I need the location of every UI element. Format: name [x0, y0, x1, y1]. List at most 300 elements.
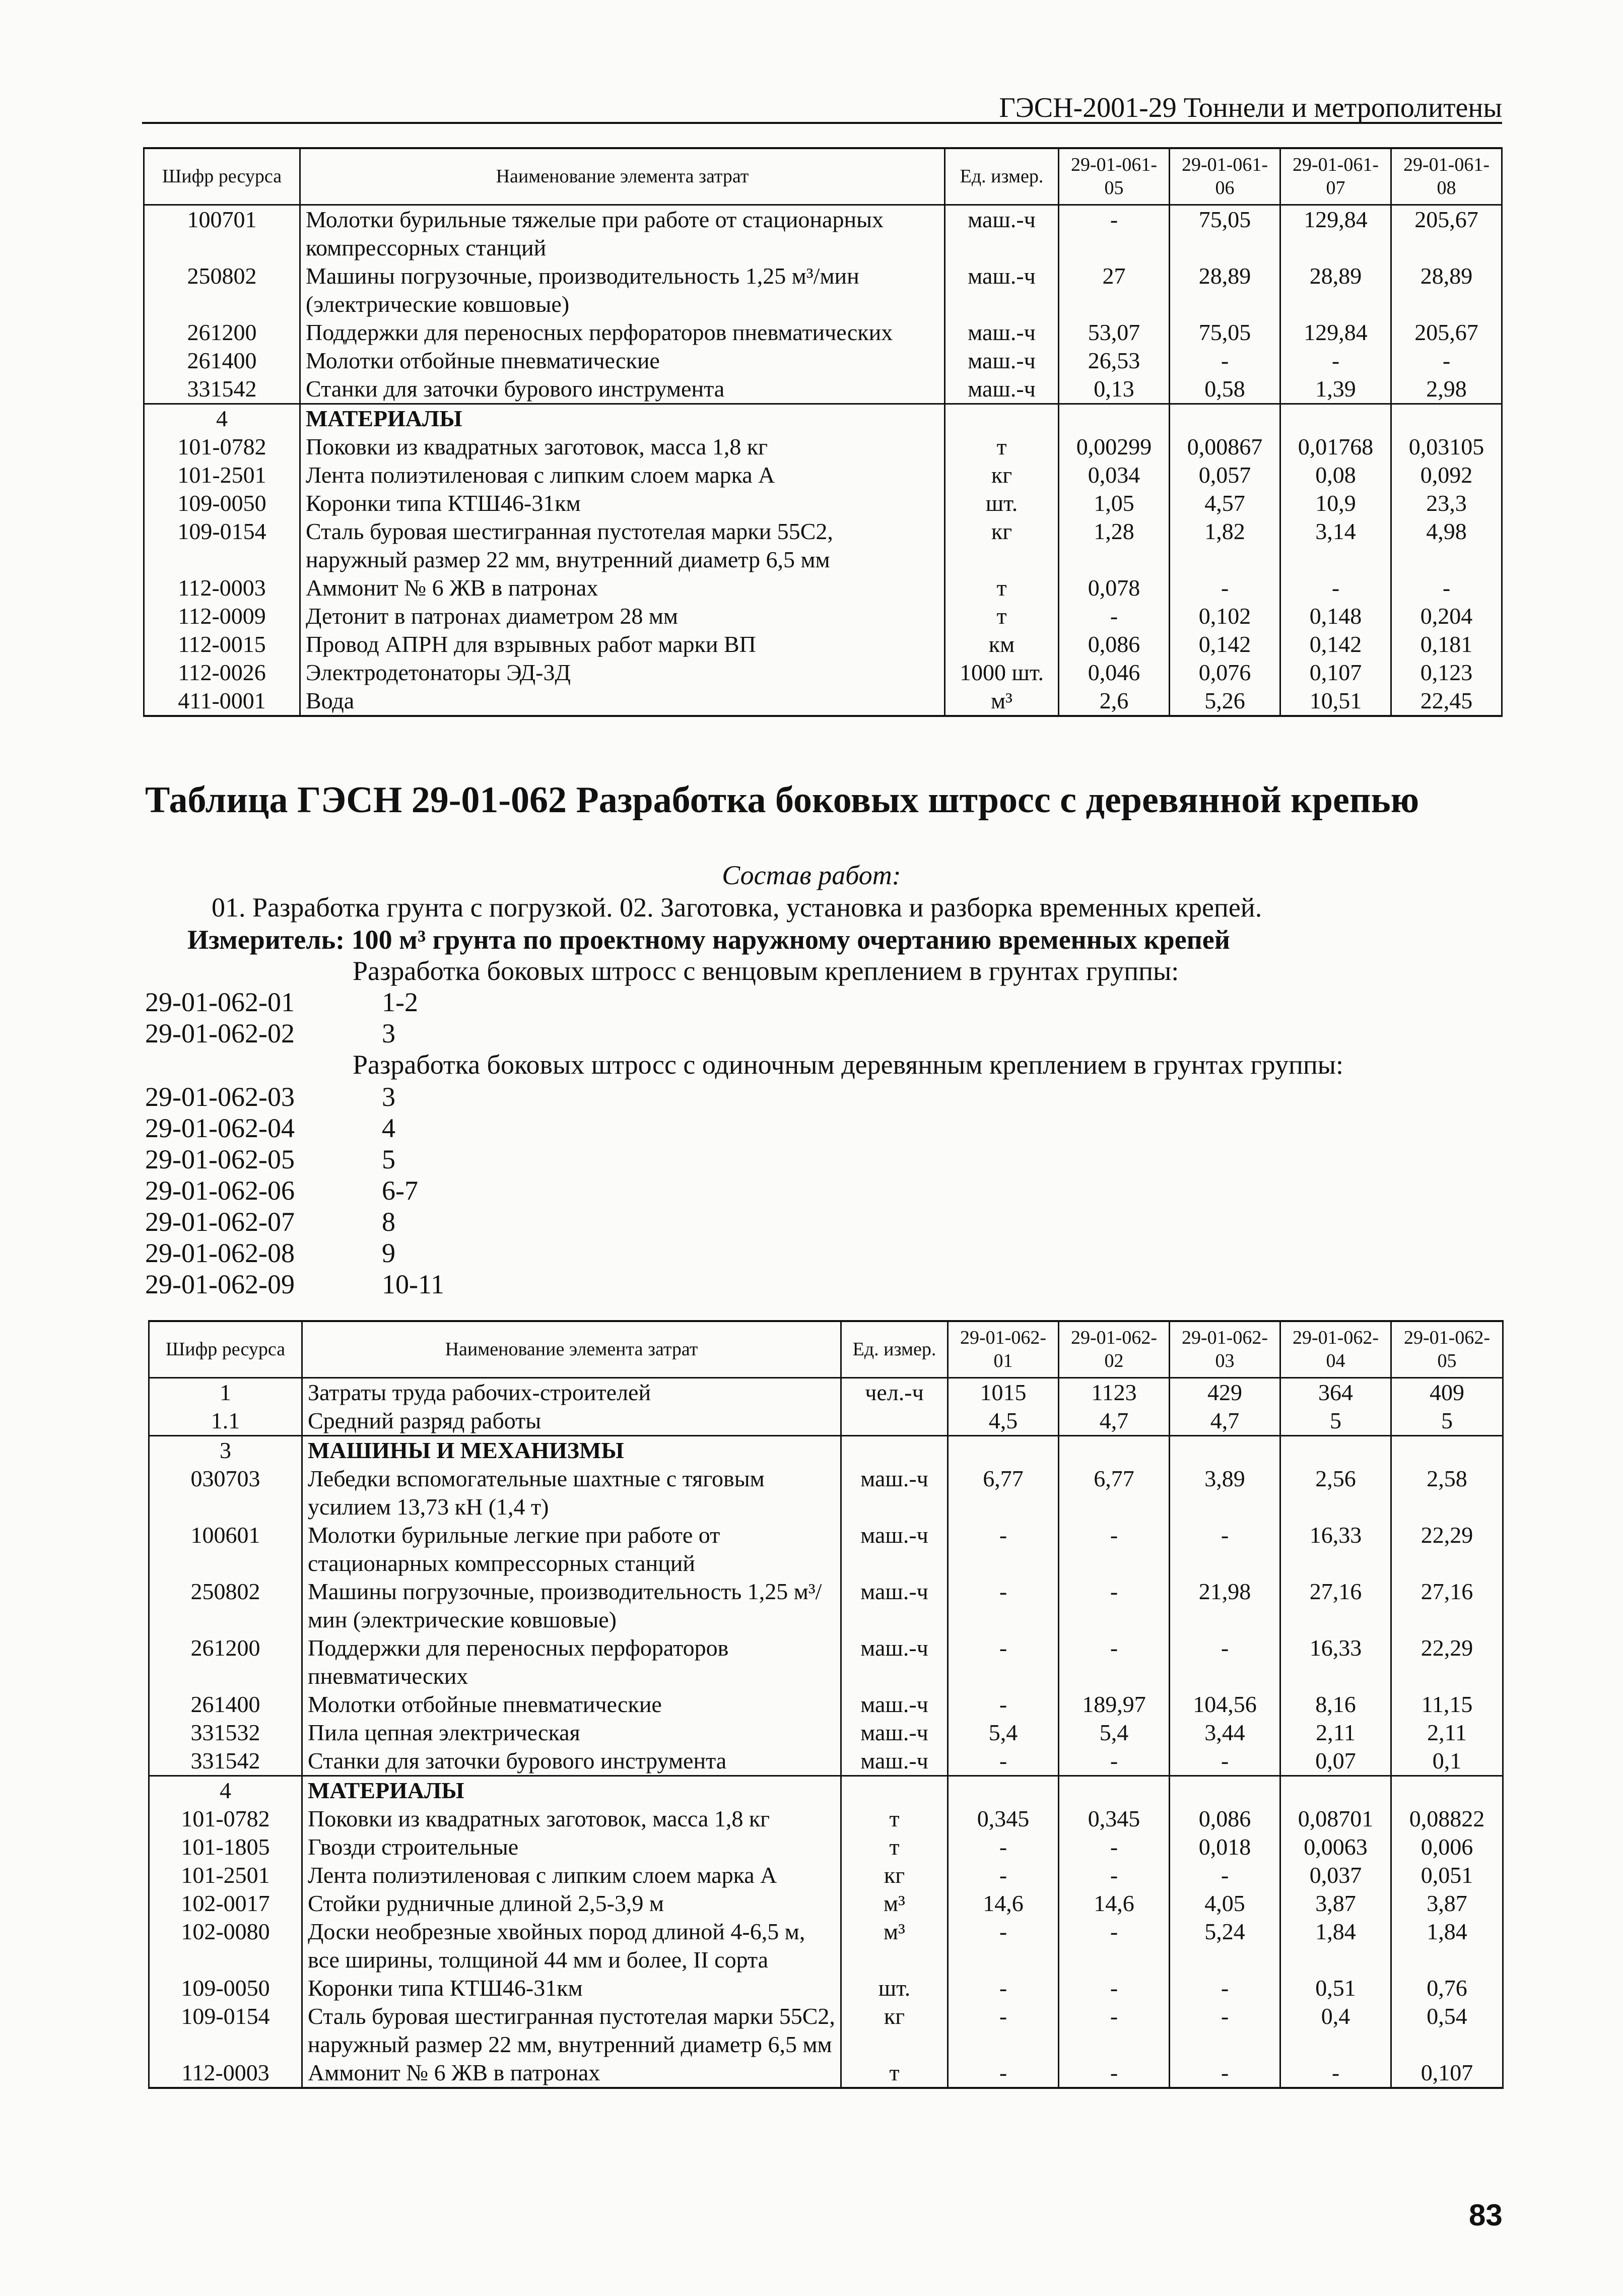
- norm-value: 0,046: [1059, 659, 1170, 687]
- norm-value: 0,123: [1391, 659, 1502, 687]
- resource-code: 331542: [144, 375, 300, 404]
- col-header: 29-01-061-05: [1059, 148, 1170, 205]
- norm-value: [1280, 404, 1391, 433]
- norm-value: 0,078: [1059, 574, 1170, 602]
- norm-value: 2,6: [1059, 687, 1170, 716]
- section-row: [149, 1776, 1503, 1805]
- norm-value: [1059, 1776, 1170, 1805]
- col-header: Ед. измер.: [841, 1321, 948, 1377]
- norm-value: 1,84: [1391, 1918, 1503, 1974]
- resource-name: Лента полиэтиленовая с липким слоем марка А: [302, 1861, 841, 1889]
- unit: м³: [945, 687, 1059, 716]
- norm-value: 0,58: [1170, 375, 1280, 404]
- norm-value: 21,98: [1170, 1578, 1280, 1634]
- unit: маш.-ч: [945, 318, 1059, 347]
- resource-code: 030703: [149, 1465, 302, 1521]
- resource-code: 112-0015: [144, 630, 300, 659]
- unit: т: [841, 1833, 948, 1861]
- resource-code: 1.1: [149, 1407, 302, 1436]
- table-header-row: [144, 148, 1502, 205]
- norm-value: 5: [1280, 1407, 1391, 1436]
- norm-value: 0,107: [1391, 2059, 1503, 2088]
- norm-value: 0,107: [1280, 659, 1391, 687]
- soil-group: 1-2: [382, 987, 418, 1017]
- resource-code: 261400: [149, 1690, 302, 1719]
- unit: т: [945, 602, 1059, 630]
- norm-value: 1015: [948, 1377, 1059, 1407]
- norm-value: [1170, 1435, 1280, 1465]
- table-row: [149, 1465, 1503, 1521]
- resource-code: 109-0050: [144, 489, 300, 517]
- resource-code: 4: [149, 1776, 302, 1805]
- soil-group: 9: [382, 1238, 395, 1268]
- norm-value: -: [1170, 1974, 1280, 2002]
- col-header: Наименование элемента затрат: [300, 148, 945, 205]
- norm-value: -: [1170, 1861, 1280, 1889]
- norm-code: 29-01-062-06: [145, 1175, 295, 1206]
- norm-value: 205,67: [1391, 205, 1502, 262]
- norm-value: 0,142: [1280, 630, 1391, 659]
- resource-code: 102-0017: [149, 1889, 302, 1918]
- norm-value: [1280, 1435, 1391, 1465]
- norm-value: 0,01768: [1280, 433, 1391, 461]
- norm-value: [948, 1435, 1059, 1465]
- resource-name: МАТЕРИАЛЫ: [300, 404, 945, 433]
- table-row: [144, 347, 1502, 375]
- unit: т: [841, 2059, 948, 2088]
- resource-name: Поковки из квадратных заготовок, масса 1,8 кг: [300, 433, 945, 461]
- norm-value: 4,5: [948, 1407, 1059, 1436]
- table-row: [149, 1719, 1503, 1747]
- norm-code: 29-01-062-07: [145, 1207, 295, 1237]
- resource-name: Коронки типа КТШ46-31км: [302, 1974, 841, 2002]
- resource-name: Стойки рудничные длиной 2,5-3,9 м: [302, 1889, 841, 1918]
- norm-value: -: [948, 1974, 1059, 2002]
- norm-value: 2,56: [1280, 1465, 1391, 1521]
- norm-value: 5: [1391, 1407, 1503, 1436]
- resource-code: 101-2501: [149, 1861, 302, 1889]
- norm-value: -: [1280, 2059, 1391, 2088]
- norm-value: 22,29: [1391, 1634, 1503, 1690]
- norm-code: 29-01-062-02: [145, 1018, 295, 1048]
- norm-value: -: [1170, 574, 1280, 602]
- resource-name: Станки для заточки бурового инструмента: [302, 1747, 841, 1776]
- resource-name: Средний разряд работы: [302, 1407, 841, 1436]
- norm-value: 2,11: [1391, 1719, 1503, 1747]
- norm-value: [1280, 1776, 1391, 1805]
- norm-value: 0,086: [1059, 630, 1170, 659]
- norm-value: -: [948, 1521, 1059, 1578]
- norm-value: 364: [1280, 1377, 1391, 1407]
- norm-value: 0,051: [1391, 1861, 1503, 1889]
- norm-value: [1170, 1776, 1280, 1805]
- norm-value: -: [1391, 574, 1502, 602]
- norm-value: -: [1059, 602, 1170, 630]
- norm-value: -: [1059, 1578, 1170, 1634]
- norm-value: -: [1059, 1747, 1170, 1776]
- norm-value: 0,086: [1170, 1805, 1280, 1833]
- soil-group: 10-11: [382, 1269, 444, 1299]
- resource-name: Сталь буровая шестигранная пустотелая марки 55С2, наружный размер 22 мм, внутренний диаметр 6,5 мм: [302, 2002, 841, 2059]
- norm-value: 0,03105: [1391, 433, 1502, 461]
- soil-group: 6-7: [382, 1175, 418, 1206]
- unit: [841, 1435, 948, 1465]
- resource-name: Вода: [300, 687, 945, 716]
- norm-value: [1391, 404, 1502, 433]
- norm-value: 2,58: [1391, 1465, 1503, 1521]
- resource-name: Сталь буровая шестигранная пустотелая марки 55С2, наружный размер 22 мм, внутренний диаметр 6,5 мм: [300, 517, 945, 574]
- resource-code: 261200: [144, 318, 300, 347]
- measure-line: Измеритель: 100 м³ грунта по проектному наружному очертанию временных крепей: [187, 925, 1230, 955]
- unit: чел.-ч: [841, 1377, 948, 1407]
- norm-value: 0,057: [1170, 461, 1280, 489]
- norm-value: 3,44: [1170, 1719, 1280, 1747]
- norm-value: 14,6: [948, 1889, 1059, 1918]
- table-row: [144, 461, 1502, 489]
- resource-name: Лента полиэтиленовая с липким слоем марка А: [300, 461, 945, 489]
- unit: т: [945, 574, 1059, 602]
- norm-value: -: [1170, 1634, 1280, 1690]
- norm-value: 3,14: [1280, 517, 1391, 574]
- norm-value: -: [1059, 1974, 1170, 2002]
- norm-value: 0,13: [1059, 375, 1170, 404]
- resource-code: 331542: [149, 1747, 302, 1776]
- resource-code: 250802: [144, 262, 300, 318]
- norm-value: 129,84: [1280, 205, 1391, 262]
- resource-code: 112-0003: [144, 574, 300, 602]
- section-row: [149, 1435, 1503, 1465]
- resource-name: Молотки бурильные тяжелые при работе от стационарных компрессорных станций: [300, 205, 945, 262]
- norm-value: -: [948, 1918, 1059, 1974]
- table-row: [149, 1747, 1503, 1776]
- table-row: [144, 262, 1502, 318]
- norm-value: 4,57: [1170, 489, 1280, 517]
- col-header: 29-01-062-01: [948, 1321, 1059, 1377]
- norm-value: -: [948, 1690, 1059, 1719]
- resource-name: Машины погрузочные, производительность 1,25 м³/мин (электрические ковшовые): [300, 262, 945, 318]
- resource-code: 100701: [144, 205, 300, 262]
- unit: кг: [841, 2002, 948, 2059]
- norm-value: [1391, 1435, 1503, 1465]
- resource-code: 261200: [149, 1634, 302, 1690]
- page-header: [142, 89, 1502, 124]
- unit: маш.-ч: [841, 1521, 948, 1578]
- resource-code: 101-0782: [144, 433, 300, 461]
- norm-value: 6,77: [1059, 1465, 1170, 1521]
- resource-name: Станки для заточки бурового инструмента: [300, 375, 945, 404]
- table-row: [149, 1805, 1503, 1833]
- unit: 1000 шт.: [945, 659, 1059, 687]
- resource-name: Молотки отбойные пневматические: [302, 1690, 841, 1719]
- col-header: Шифр ресурса: [144, 148, 300, 205]
- unit: шт.: [841, 1974, 948, 2002]
- group-title-1: Разработка боковых штросс с венцовым креплением в грунтах группы:: [353, 956, 1179, 986]
- unit: маш.-ч: [945, 262, 1059, 318]
- norm-value: -: [948, 2002, 1059, 2059]
- norm-value: 0,345: [948, 1805, 1059, 1833]
- norm-value: -: [948, 1578, 1059, 1634]
- norm-value: 6,77: [948, 1465, 1059, 1521]
- col-header: 29-01-062-02: [1059, 1321, 1170, 1377]
- norm-value: -: [948, 1634, 1059, 1690]
- unit: [945, 404, 1059, 433]
- norm-value: 0,345: [1059, 1805, 1170, 1833]
- col-header: 29-01-061-06: [1170, 148, 1280, 205]
- norm-value: 429: [1170, 1377, 1280, 1407]
- table-row: [149, 2002, 1503, 2059]
- norm-value: -: [948, 2059, 1059, 2088]
- norm-value: -: [1059, 2002, 1170, 2059]
- norm-value: 0,1: [1391, 1747, 1503, 1776]
- col-header: 29-01-061-07: [1280, 148, 1391, 205]
- norm-value: 10,9: [1280, 489, 1391, 517]
- col-header: Наименование элемента затрат: [302, 1321, 841, 1377]
- resource-code: 3: [149, 1435, 302, 1465]
- norm-value: 0,142: [1170, 630, 1280, 659]
- section-title: Таблица ГЭСН 29-01-062 Разработка боковых штросс с деревянной крепью: [145, 779, 1419, 821]
- norm-code: 29-01-062-04: [145, 1113, 295, 1143]
- resource-code: 109-0050: [149, 1974, 302, 2002]
- unit: шт.: [945, 489, 1059, 517]
- table-row: [149, 2059, 1503, 2088]
- unit: маш.-ч: [841, 1690, 948, 1719]
- norm-value: 5,26: [1170, 687, 1280, 716]
- resource-name: Аммонит № 6 ЖВ в патронах: [302, 2059, 841, 2088]
- table-row: [149, 1578, 1503, 1634]
- table-row: [144, 517, 1502, 574]
- norm-value: 75,05: [1170, 318, 1280, 347]
- resource-code: 261400: [144, 347, 300, 375]
- norm-value: 5,4: [1059, 1719, 1170, 1747]
- norm-value: -: [1059, 1521, 1170, 1578]
- norm-value: -: [948, 1747, 1059, 1776]
- norm-value: 104,56: [1170, 1690, 1280, 1719]
- resource-name: Электродетонаторы ЭД-3Д: [300, 659, 945, 687]
- unit: маш.-ч: [841, 1578, 948, 1634]
- norm-value: [1059, 1435, 1170, 1465]
- table-row: [149, 1690, 1503, 1719]
- table-row: [144, 318, 1502, 347]
- page-number: 83: [1469, 2198, 1503, 2232]
- norm-value: -: [1059, 2059, 1170, 2088]
- norm-value: 4,7: [1170, 1407, 1280, 1436]
- unit: маш.-ч: [841, 1719, 948, 1747]
- table-row: [149, 1833, 1503, 1861]
- norm-value: 4,98: [1391, 517, 1502, 574]
- unit: кг: [945, 517, 1059, 574]
- norm-value: 1123: [1059, 1377, 1170, 1407]
- norm-value: 14,6: [1059, 1889, 1170, 1918]
- resource-code: 112-0026: [144, 659, 300, 687]
- resource-code: 250802: [149, 1578, 302, 1634]
- unit: маш.-ч: [841, 1747, 948, 1776]
- resource-code: 101-0782: [149, 1805, 302, 1833]
- norm-value: 1,82: [1170, 517, 1280, 574]
- norm-value: -: [1059, 1918, 1170, 1974]
- unit: м³: [841, 1889, 948, 1918]
- norm-value: 16,33: [1280, 1634, 1391, 1690]
- norm-value: 0,148: [1280, 602, 1391, 630]
- unit: маш.-ч: [945, 375, 1059, 404]
- resource-name: Доски необрезные хвойных пород длиной 4-6,5 м, все ширины, толщиной 44 мм и более, II сорта: [302, 1918, 841, 1974]
- composition-label: Состав работ:: [722, 860, 901, 890]
- norm-value: -: [1170, 2059, 1280, 2088]
- norm-value: -: [1170, 2002, 1280, 2059]
- col-header: 29-01-062-05: [1391, 1321, 1503, 1377]
- norm-code: 29-01-062-05: [145, 1144, 295, 1174]
- table-header-row: [149, 1321, 1503, 1377]
- norm-value: 27,16: [1280, 1578, 1391, 1634]
- col-header: 29-01-062-04: [1280, 1321, 1391, 1377]
- norm-value: 28,89: [1280, 262, 1391, 318]
- norm-value: 11,15: [1391, 1690, 1503, 1719]
- resource-code: 109-0154: [144, 517, 300, 574]
- norm-value: -: [948, 1861, 1059, 1889]
- norm-value: 22,45: [1391, 687, 1502, 716]
- norm-value: 409: [1391, 1377, 1503, 1407]
- norm-value: 53,07: [1059, 318, 1170, 347]
- resource-name: Коронки типа КТШ46-31км: [300, 489, 945, 517]
- norm-value: 28,89: [1170, 262, 1280, 318]
- resource-name: Молотки отбойные пневматические: [300, 347, 945, 375]
- unit: км: [945, 630, 1059, 659]
- unit: т: [841, 1805, 948, 1833]
- norm-value: 1,84: [1280, 1918, 1391, 1974]
- resource-name: МАШИНЫ И МЕХАНИЗМЫ: [302, 1435, 841, 1465]
- norm-value: 0,54: [1391, 2002, 1503, 2059]
- norm-value: 23,3: [1391, 489, 1502, 517]
- group-title-2: Разработка боковых штросс с одиночным деревянным креплением в грунтах группы:: [353, 1049, 1344, 1080]
- norm-value: 0,07: [1280, 1747, 1391, 1776]
- norm-value: -: [1170, 347, 1280, 375]
- resource-code: 112-0009: [144, 602, 300, 630]
- table-row: [144, 489, 1502, 517]
- norm-value: 0,076: [1170, 659, 1280, 687]
- norm-value: [948, 1776, 1059, 1805]
- soil-group: 4: [382, 1113, 395, 1143]
- norm-value: 5,4: [948, 1719, 1059, 1747]
- norm-value: 0,204: [1391, 602, 1502, 630]
- norm-value: -: [1059, 1861, 1170, 1889]
- table-row: [144, 375, 1502, 404]
- norm-value: [1170, 404, 1280, 433]
- norm-value: -: [1391, 347, 1502, 375]
- norm-value: -: [1170, 1747, 1280, 1776]
- norm-value: 10,51: [1280, 687, 1391, 716]
- norm-value: 0,034: [1059, 461, 1170, 489]
- table-row: [149, 1889, 1503, 1918]
- norm-value: [1391, 1776, 1503, 1805]
- norm-value: 1,05: [1059, 489, 1170, 517]
- section-row: [144, 404, 1502, 433]
- table-row: [144, 687, 1502, 716]
- norm-value: 0,00299: [1059, 433, 1170, 461]
- table-row: [149, 1861, 1503, 1889]
- unit: кг: [945, 461, 1059, 489]
- resource-code: 112-0003: [149, 2059, 302, 2088]
- norm-value: 16,33: [1280, 1521, 1391, 1578]
- resource-name: Гвозди строительные: [302, 1833, 841, 1861]
- col-header: Ед. измер.: [945, 148, 1059, 205]
- table-row: [144, 205, 1502, 262]
- norm-value: 4,7: [1059, 1407, 1170, 1436]
- norm-code: 29-01-062-01: [145, 987, 295, 1017]
- composition-text: 01. Разработка грунта с погрузкой. 02. Заготовка, установка и разборка временных крепей.: [212, 892, 1262, 923]
- resource-name: Поковки из квадратных заготовок, масса 1,8 кг: [302, 1805, 841, 1833]
- soil-group: 3: [382, 1082, 395, 1112]
- norm-value: 26,53: [1059, 347, 1170, 375]
- norm-value: -: [1059, 205, 1170, 262]
- norm-value: 3,87: [1280, 1889, 1391, 1918]
- unit: маш.-ч: [945, 205, 1059, 262]
- norm-value: 3,87: [1391, 1889, 1503, 1918]
- norm-value: 0,102: [1170, 602, 1280, 630]
- norm-value: 0,4: [1280, 2002, 1391, 2059]
- norm-value: 0,0063: [1280, 1833, 1391, 1861]
- resource-name: Молотки бурильные легкие при работе от стационарных компрессорных станций: [302, 1521, 841, 1578]
- unit: кг: [841, 1861, 948, 1889]
- norm-value: 27,16: [1391, 1578, 1503, 1634]
- resource-table-061: [143, 147, 1503, 717]
- resource-name: Затраты труда рабочих-строителей: [302, 1377, 841, 1407]
- col-header: 29-01-061-08: [1391, 148, 1502, 205]
- resource-code: 101-1805: [149, 1833, 302, 1861]
- norm-value: 5,24: [1170, 1918, 1280, 1974]
- unit: маш.-ч: [841, 1634, 948, 1690]
- resource-name: Аммонит № 6 ЖВ в патронах: [300, 574, 945, 602]
- norm-value: 28,89: [1391, 262, 1502, 318]
- soil-group: 3: [382, 1018, 395, 1048]
- unit: т: [945, 433, 1059, 461]
- resource-name: Поддержки для переносных перфораторов пневматических: [302, 1634, 841, 1690]
- norm-value: 129,84: [1280, 318, 1391, 347]
- unit: [841, 1776, 948, 1805]
- table-row: [149, 1634, 1503, 1690]
- resource-code: 102-0080: [149, 1918, 302, 1974]
- norm-value: 0,08701: [1280, 1805, 1391, 1833]
- norm-value: -: [1059, 1634, 1170, 1690]
- resource-code: 4: [144, 404, 300, 433]
- table-row: [144, 602, 1502, 630]
- table-row: [144, 433, 1502, 461]
- norm-value: -: [948, 1833, 1059, 1861]
- norm-value: 0,51: [1280, 1974, 1391, 2002]
- resource-code: 101-2501: [144, 461, 300, 489]
- resource-name: МАТЕРИАЛЫ: [302, 1776, 841, 1805]
- norm-value: 1,28: [1059, 517, 1170, 574]
- header-title: ГЭСН-2001-29 Тоннели и метрополитены: [999, 92, 1502, 123]
- resource-table-062: [148, 1320, 1504, 2089]
- norm-value: 0,018: [1170, 1833, 1280, 1861]
- norm-value: -: [1059, 1833, 1170, 1861]
- unit: маш.-ч: [841, 1465, 948, 1521]
- norm-value: [1059, 404, 1170, 433]
- col-header: Шифр ресурса: [149, 1321, 302, 1377]
- table-row: [149, 1918, 1503, 1974]
- unit: [841, 1407, 948, 1436]
- norm-value: -: [1280, 574, 1391, 602]
- norm-value: -: [1170, 1521, 1280, 1578]
- norm-value: 0,08: [1280, 461, 1391, 489]
- norm-value: 189,97: [1059, 1690, 1170, 1719]
- resource-name: Поддержки для переносных перфораторов пневматических: [300, 318, 945, 347]
- norm-value: 205,67: [1391, 318, 1502, 347]
- norm-value: 75,05: [1170, 205, 1280, 262]
- table-row: [149, 1521, 1503, 1578]
- norm-value: 0,181: [1391, 630, 1502, 659]
- norm-value: 4,05: [1170, 1889, 1280, 1918]
- norm-value: -: [1280, 347, 1391, 375]
